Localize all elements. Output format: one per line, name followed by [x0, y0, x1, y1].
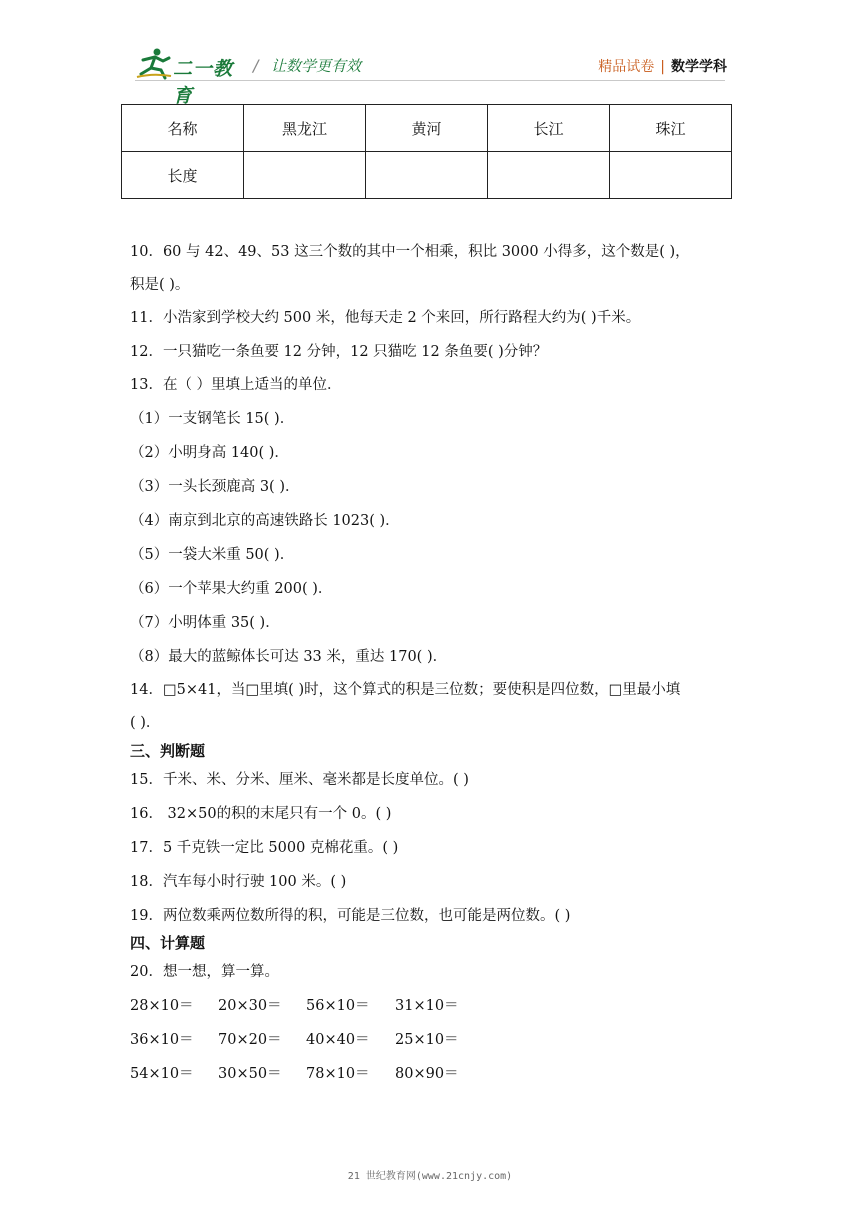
calc-item: 78×10＝ — [306, 1066, 370, 1082]
question-15: 15．千米、米、分米、厘米、毫米都是长度单位。( ) — [130, 772, 469, 788]
question-13-5: （5）一袋大米重 50( )． — [130, 547, 295, 563]
calc-item: 40×40＝ — [306, 1032, 370, 1048]
header-divider — [135, 80, 725, 81]
header-slash: / — [253, 56, 259, 75]
question-14-cont: ( )． — [130, 715, 161, 731]
table-cell: 珠江 — [610, 105, 732, 152]
calc-item: 31×10＝ — [395, 998, 459, 1014]
question-13-3: （3）一头长颈鹿高 3( )． — [130, 479, 300, 495]
table-cell: 长江 — [488, 105, 610, 152]
calc-item: 20×30＝ — [218, 998, 282, 1014]
question-13-7: （7）小明体重 35( )． — [130, 615, 280, 631]
logo — [135, 46, 245, 107]
question-10: 10．60 与 42、49、53 这三个数的其中一个相乘，积比 3000 小得多，这个数是( )， — [130, 244, 690, 260]
tag-subject: 数学学科 — [671, 59, 727, 75]
logo-text: 二一教育 — [173, 58, 234, 107]
river-length-table — [121, 104, 732, 199]
calc-item: 25×10＝ — [395, 1032, 459, 1048]
runner-logo-icon — [135, 46, 175, 80]
calc-item: 70×20＝ — [218, 1032, 282, 1048]
tag-premium: 精品试卷 — [598, 59, 655, 75]
question-20: 20．想一想，算一算。 — [130, 964, 279, 980]
calc-item: 54×10＝ — [130, 1066, 194, 1082]
answer-cell[interactable] — [488, 152, 610, 199]
table-cell: 长度 — [122, 152, 244, 199]
question-18: 18．汽车每小时行驶 100 米。( ) — [130, 874, 347, 890]
table-cell: 黄河 — [366, 105, 488, 152]
question-12: 12．一只猫吃一条鱼要 12 分钟，12 只猫吃 12 条鱼要( )分钟？ — [130, 344, 548, 360]
question-14: 14．□5×41，当□里填( )时，这个算式的积是三位数；要使积是四位数，□里最小填 — [130, 682, 681, 698]
answer-cell[interactable] — [244, 152, 366, 199]
page-footer: 21 世纪教育网(www.21cnjy.com) — [347, 1171, 513, 1182]
question-13-4: （4）南京到北京的高速铁路长 1023( )． — [130, 513, 400, 529]
section-heading-calc: 四、计算题 — [130, 934, 206, 952]
question-11: 11．小浩家到学校大约 500 米，他每天走 2 个来回，所行路程大约为( )千米。 — [130, 310, 641, 326]
question-17: 17．5 千克铁一定比 5000 克棉花重。( ) — [130, 840, 399, 856]
question-13-8: （8）最大的蓝鲸体长可达 33 米，重达 170( )． — [130, 649, 448, 665]
question-10-cont: 积是( )。 — [130, 277, 190, 293]
header-slogan: 让数学更有效 — [271, 57, 362, 75]
answer-cell[interactable] — [610, 152, 732, 199]
question-13: 13．在（ ）里填上适当的单位． — [130, 377, 342, 393]
question-16: 16． 32×50的积的末尾只有一个 0。( ) — [130, 806, 392, 822]
table-cell: 名称 — [122, 105, 244, 152]
question-13-2: （2）小明身高 140( )． — [130, 445, 289, 461]
calc-item: 30×50＝ — [218, 1066, 282, 1082]
section-heading-judge: 三、判断题 — [130, 742, 206, 760]
calc-item: 80×90＝ — [395, 1066, 459, 1082]
calc-item: 36×10＝ — [130, 1032, 194, 1048]
tag-separator: | — [660, 59, 665, 75]
question-19: 19．两位数乘两位数所得的积，可能是三位数，也可能是两位数。( ) — [130, 908, 571, 924]
calc-item: 56×10＝ — [306, 998, 370, 1014]
table-row — [122, 152, 732, 199]
subject-tag — [598, 56, 727, 76]
table-cell: 黑龙江 — [244, 105, 366, 152]
table-row — [122, 105, 732, 152]
answer-cell[interactable] — [366, 152, 488, 199]
question-13-6: （6）一个苹果大约重 200( )． — [130, 581, 333, 597]
calc-item: 28×10＝ — [130, 998, 194, 1014]
question-13-1: （1）一支钢笔长 15( )． — [130, 411, 295, 427]
